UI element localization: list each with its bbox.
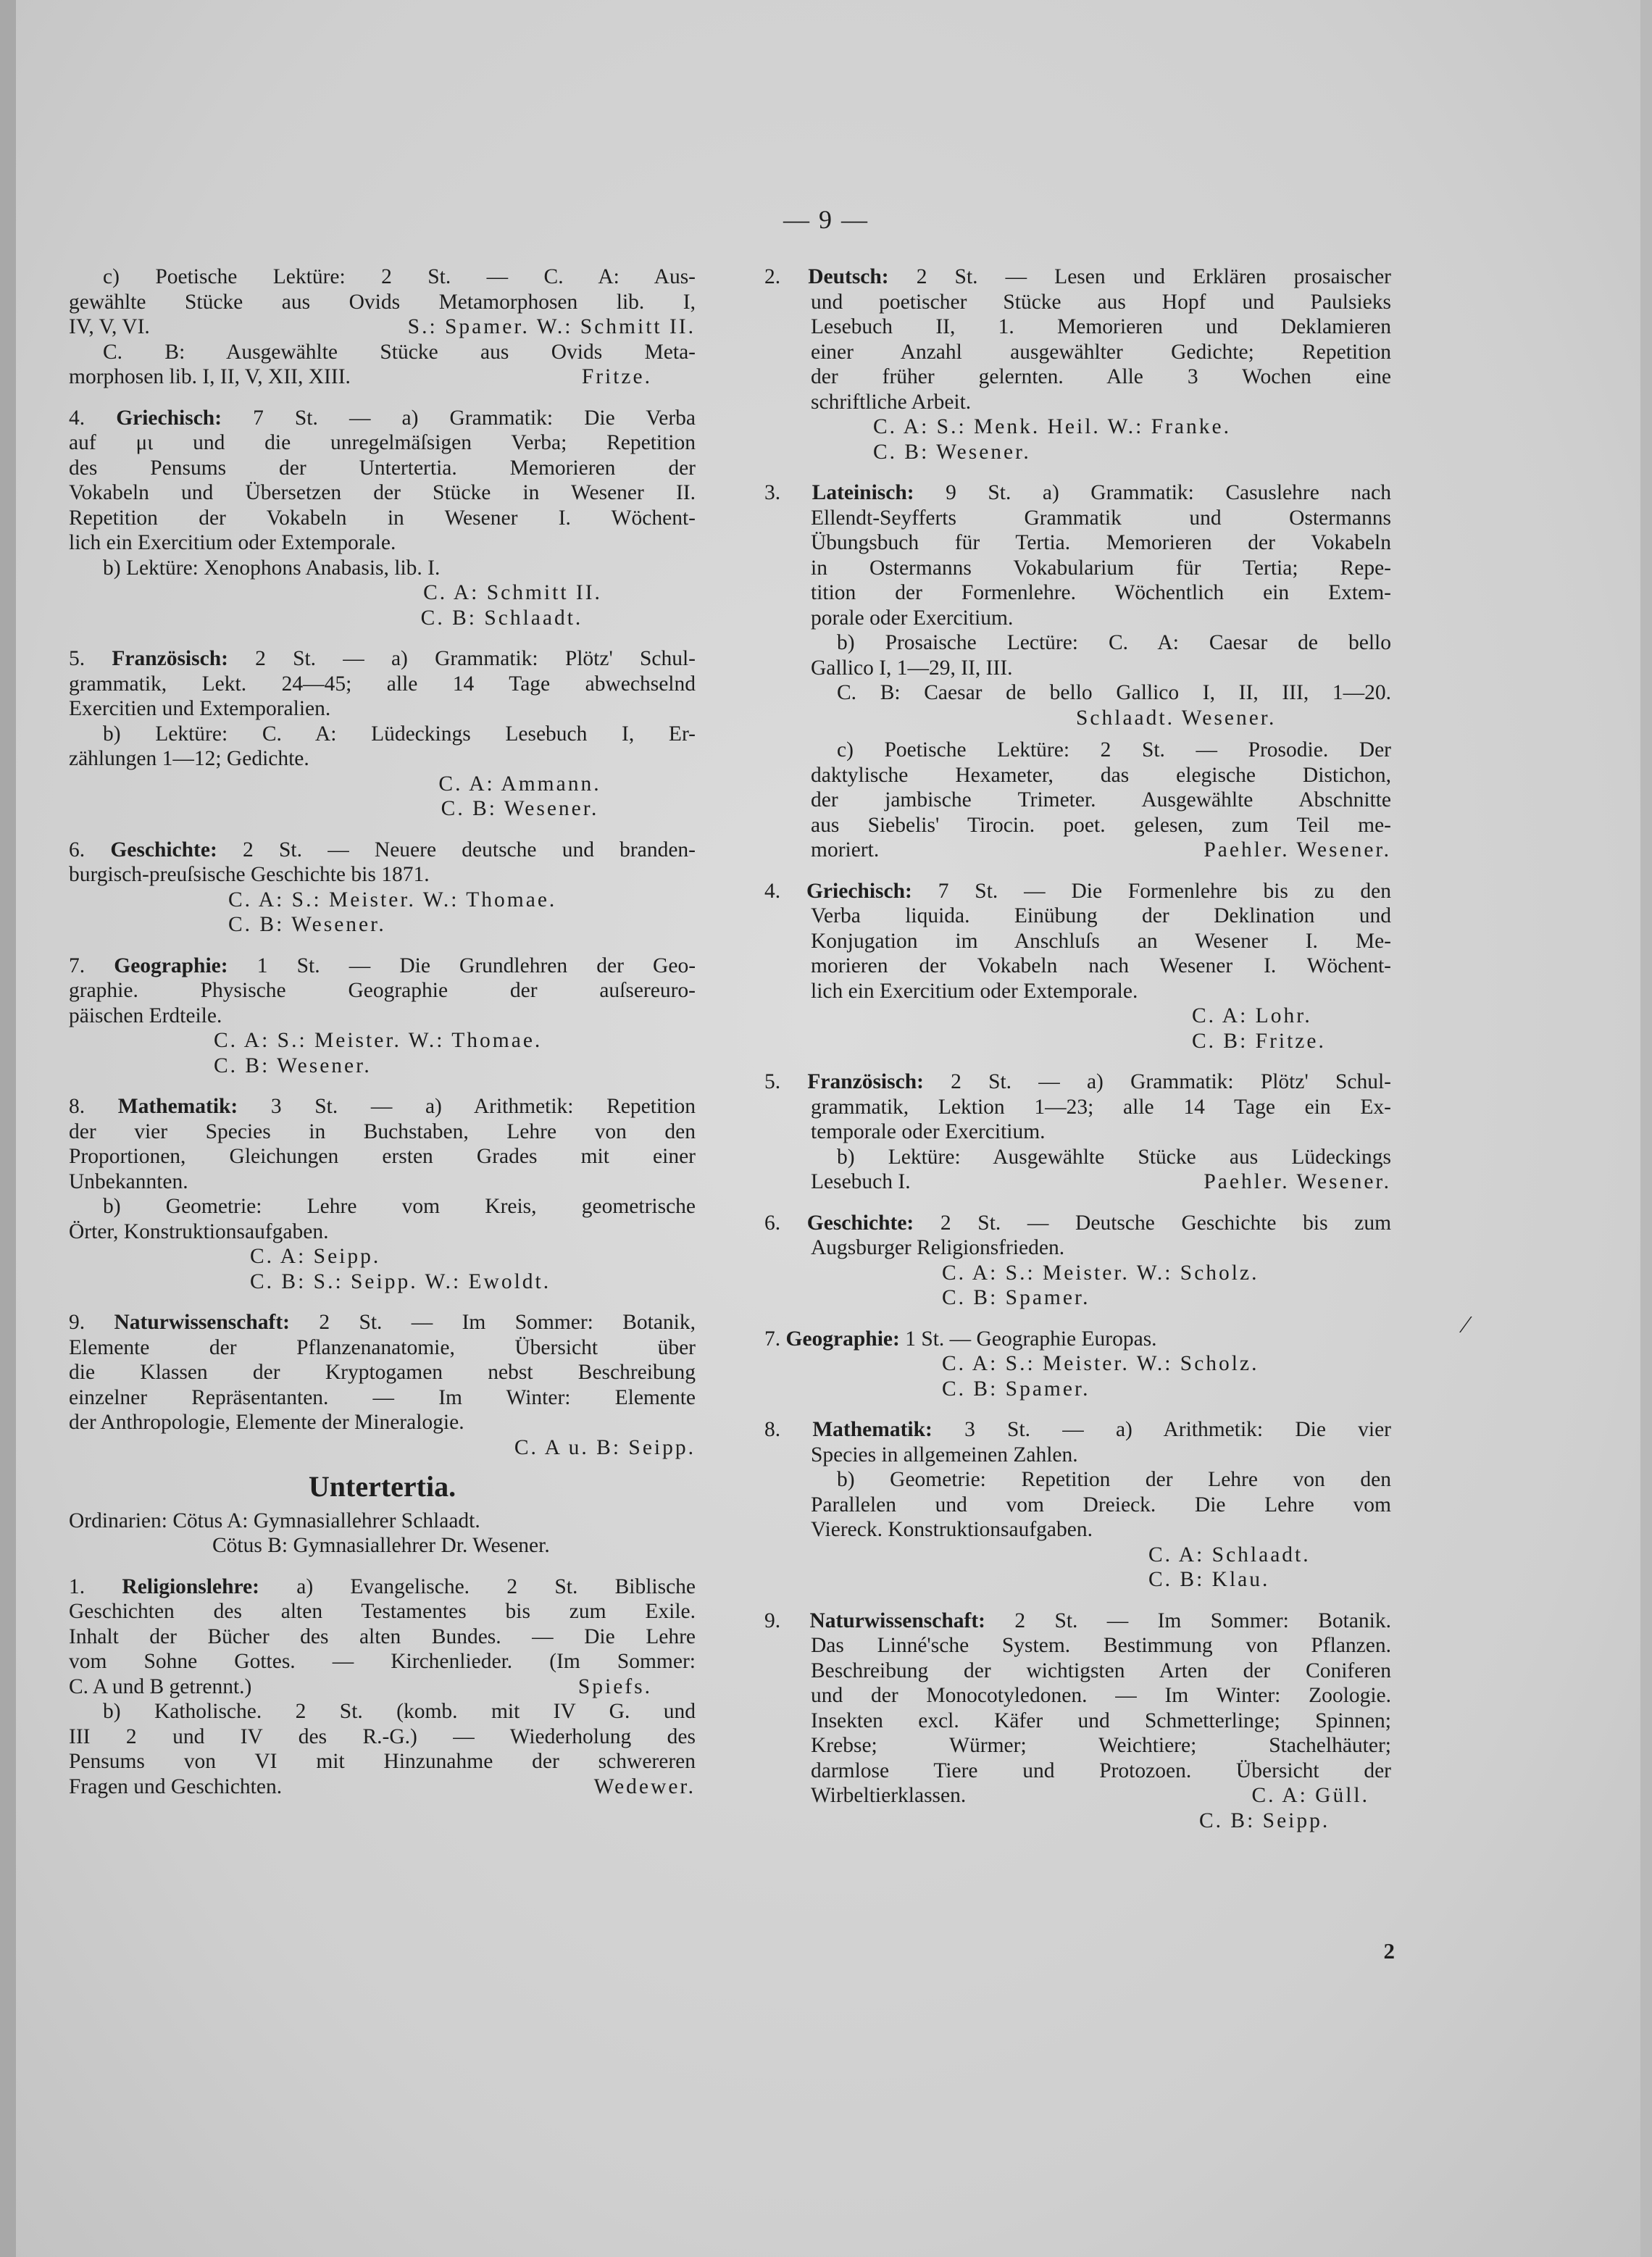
teacher-line: C. A: Lohr.	[1192, 1004, 1312, 1027]
text-line: die Klassen der Kryptogamen nebst Beschreibung	[69, 1361, 696, 1384]
section-heading: Naturwissenschaft:	[114, 1311, 291, 1334]
page-edge-right	[1640, 0, 1652, 2257]
left-column	[69, 264, 696, 1799]
text-line: tition der Formenlehre. Wöchentlich ein Extem-	[811, 581, 1391, 604]
text-line	[69, 314, 696, 340]
section-deutsch	[764, 264, 1391, 464]
text-fragment: C. A und B getrennt.)	[69, 1674, 252, 1698]
teacher-line: Schlaadt. Wesener.	[1076, 706, 1277, 730]
section-number: 7.	[69, 954, 85, 977]
text-line	[69, 954, 696, 979]
section-franzoesisch	[69, 646, 696, 822]
section-number: 1.	[69, 1574, 85, 1598]
teacher-names: Paehler. Wesener.	[1203, 1170, 1391, 1193]
teacher-line: C. B: Schlaadt.	[420, 606, 583, 630]
text-line: Übungsbuch für Tertia. Memorieren der Vokabeln	[811, 531, 1391, 554]
teacher-line: C. B: Wesener.	[441, 797, 599, 820]
text-line: Beschreibung der wichtigsten Arten der Coniferen	[811, 1659, 1391, 1682]
text-line	[764, 879, 1391, 904]
text-line	[764, 264, 1391, 290]
text-line	[764, 1609, 1391, 1634]
text-fragment: 2 St. — Im Sommer: Botanik,	[319, 1311, 696, 1334]
section-heading: Naturwissenschaft:	[809, 1609, 986, 1632]
text-line	[764, 480, 1391, 506]
text-fragment: 3 St. — a) Arithmetik: Die vier	[964, 1418, 1391, 1441]
text-line: lich ein Exercitium oder Extemporale.	[69, 531, 396, 554]
text-line	[764, 1211, 1391, 1236]
text-line: morieren der Vokabeln nach Wesener I. Wöchent-	[811, 954, 1391, 977]
text-line: Gallico I, 1—29, II, III.	[811, 656, 1013, 680]
text-fragment: 2 St. — Im Sommer: Botanik.	[1014, 1609, 1392, 1632]
section-title-untertertia: Untertertia.	[308, 1470, 456, 1503]
section-heading: Mathematik:	[117, 1095, 238, 1118]
text-fragment: 7 St. — a) Grammatik: Die Verba	[253, 406, 696, 430]
teacher-line: C. A: S.: Meister. W.: Thomae.	[214, 1029, 543, 1052]
section-heading: Griechisch:	[806, 879, 912, 903]
text-fragment: 2 St. — Deutsche Geschichte bis zum	[940, 1211, 1392, 1235]
text-line: des Pensums der Untertertia. Memorieren der	[69, 456, 696, 480]
text-fragment: 2 St. — a) Grammatik: Plötz' Schul-	[255, 647, 696, 670]
teacher-names: S.: Spamer. W.: Schmitt II.	[407, 315, 696, 338]
text-line: Proportionen, Gleichungen ersten Grades mit einer	[69, 1145, 696, 1168]
section-heading: Geographie:	[114, 954, 228, 977]
text-line: Krebse; Würmer; Weichtiere; Stachelhäuter;	[811, 1734, 1391, 1757]
text-line	[69, 406, 696, 431]
text-line: gewählte Stücke aus Ovids Metamorphosen lib. I,	[69, 290, 696, 314]
text-fragment: a) Evangelische. 2 St. Biblische	[296, 1574, 696, 1598]
text-fragment: moriert.	[811, 838, 880, 862]
text-line: Insekten excl. Käfer und Schmetterlinge; Spinnen;	[811, 1709, 1391, 1732]
section-heading: Lateinisch:	[812, 481, 914, 504]
text-line: schriftliche Arbeit.	[811, 390, 972, 414]
text-line	[764, 1169, 1391, 1195]
section-geschichte-ut	[764, 1211, 1391, 1311]
text-line: einzelner Repräsentanten. — Im Winter: Elemente	[69, 1385, 696, 1409]
section-heading: Geschichte:	[806, 1211, 914, 1235]
text-line: graphie. Physische Geographie der auſsereuro-	[69, 979, 696, 1002]
text-line: Inhalt der Bücher des alten Bundes. — Die Lehre	[69, 1624, 696, 1648]
text-line: und poetischer Stücke aus Hopf und Paulsieks	[811, 290, 1391, 314]
text-line: Geschichten des alten Testamentes bis zum Exile.	[69, 1600, 696, 1623]
ordinarien-label: Ordinarien:	[69, 1509, 167, 1532]
section-number: 9.	[764, 1609, 781, 1632]
section-heading: Mathematik:	[812, 1418, 933, 1441]
text-line: Örter, Konstruktionsaufgaben.	[69, 1219, 329, 1243]
text-line: Das Linné'sche System. Bestimmung von Pflanzen.	[811, 1634, 1391, 1657]
text-line: Parallelen und vom Dreieck. Die Lehre vom	[811, 1493, 1391, 1517]
text-fragment: morphosen lib. I, II, V, XII, XIII.	[69, 365, 351, 388]
text-line: Ellendt-Seyfferts Grammatik und Ostermanns	[811, 506, 1391, 530]
section-heading: Geographie:	[785, 1327, 900, 1351]
section-number: 4.	[69, 406, 85, 430]
text-fragment: IV, V, VI.	[69, 315, 150, 338]
section-geographie-ut	[764, 1327, 1391, 1402]
section-geographie	[69, 954, 696, 1079]
section-number: 5.	[764, 1070, 781, 1093]
teacher-line: C. A: S.: Menk. Heil. W.: Franke.	[873, 415, 1231, 438]
section-lateinisch	[764, 480, 1391, 863]
text-fragment: 2 St. — Neuere deutsche und branden-	[243, 838, 696, 862]
text-line: b) Prosaische Lectüre: C. A: Caesar de bello	[837, 631, 1391, 654]
text-line: in Ostermanns Vokabularium für Tertia; Repe-	[811, 556, 1391, 580]
teacher-line: C. A: S.: Meister. W.: Scholz.	[942, 1352, 1259, 1375]
text-line	[764, 1327, 1391, 1352]
teacher-line: C. B: Seipp.	[1199, 1808, 1330, 1832]
section-number: 6.	[764, 1211, 781, 1235]
text-line: Pensums von VI mit Hinzunahme der schwereren	[69, 1750, 696, 1773]
right-column	[764, 264, 1391, 1833]
text-fragment: 3 St. — a) Arithmetik: Repetition	[270, 1095, 696, 1118]
text-line: der Anthropologie, Elemente der Mineralogie.	[69, 1411, 464, 1434]
ordinarien-line	[69, 1509, 696, 1534]
text-line	[69, 1310, 696, 1335]
section-griechisch-ut	[764, 879, 1391, 1054]
text-line: Repetition der Vokabeln in Wesener I. Wöchent-	[69, 506, 696, 530]
text-fragment: Lesebuch I.	[811, 1170, 911, 1193]
teacher-line: C. A: Ammann.	[438, 772, 601, 796]
text-line: aus Siebelis' Tirocin. poet. gelesen, zum Teil me-	[811, 813, 1391, 837]
ordinarien	[69, 1509, 696, 1559]
teacher-line: C. B: Klau.	[1148, 1568, 1270, 1591]
section-mathematik-ut	[764, 1417, 1391, 1593]
text-line: lich ein Exercitium oder Extemporale.	[811, 979, 1138, 1003]
text-line: auf μι und die unregelmäſsigen Verba; Repetition	[69, 431, 696, 454]
text-line: Augsburger Religionsfrieden.	[811, 1236, 1065, 1259]
text-line: b) Geometrie: Repetition der Lehre von den	[837, 1468, 1391, 1491]
teacher-name: Wedewer.	[593, 1774, 696, 1798]
text-line: temporale oder Exercitium.	[811, 1120, 1046, 1143]
section-mathematik	[69, 1094, 696, 1294]
text-fragment: Wirbeltierklassen.	[811, 1784, 967, 1807]
text-line: Viereck. Konstruktionsaufgaben.	[811, 1518, 1093, 1541]
text-line: c) Poetische Lektüre: 2 St. — C. A: Aus-	[103, 265, 696, 288]
teacher-line: C. A u. B: Seipp.	[514, 1435, 696, 1459]
text-fragment: 1 St. — Geographie Europas.	[905, 1327, 1157, 1351]
text-line: der jambische Trimeter. Ausgewählte Abschnitte	[811, 788, 1391, 812]
text-fragment: 1 St. — Die Grundlehren der Geo-	[256, 954, 696, 977]
teacher-line: C. A: Seipp.	[250, 1245, 381, 1268]
section-heading: Französisch:	[112, 647, 228, 670]
signature-mark: 2	[1383, 1938, 1395, 1964]
teacher-line: C. A: Schmitt II.	[423, 581, 602, 604]
text-line: päischen Erdteile.	[69, 1004, 222, 1027]
text-line: b) Lektüre: C. A: Lüdeckings Lesebuch I, Er-	[103, 722, 696, 746]
text-line: C. B: Ausgewählte Stücke aus Ovids Meta-	[103, 340, 696, 364]
section-number: 3.	[764, 481, 781, 504]
text-line: grammatik, Lektion 1—23; alle 14 Tage ein Ex-	[811, 1095, 1391, 1119]
text-line: b) Geometrie: Lehre vom Kreis, geometrische	[103, 1195, 696, 1218]
section-religionslehre	[69, 1574, 696, 1800]
text-line: c) Poetische Lektüre: 2 St. — Prosodie. Der	[837, 738, 1391, 762]
section-heading: Französisch:	[807, 1070, 924, 1093]
text-line	[69, 1094, 696, 1119]
ordinarien-entry: Cötus A: Gymnasiallehrer Schlaadt.	[172, 1509, 480, 1532]
text-fragment: 2 St. — a) Grammatik: Plötz' Schul-	[951, 1070, 1391, 1093]
text-line: zählungen 1—12; Gedichte.	[69, 747, 309, 770]
text-line: und der Monocotyledonen. — Im Winter: Zoologie.	[811, 1684, 1391, 1707]
section-griechisch	[69, 406, 696, 631]
text-line: einer Anzahl ausgewählter Gedichte; Repetition	[811, 340, 1391, 364]
section-number: 6.	[69, 838, 85, 862]
teacher-line: C. A: S.: Meister. W.: Scholz.	[942, 1261, 1259, 1285]
text-line	[764, 838, 1391, 863]
section-franzoesisch-ut	[764, 1069, 1391, 1195]
section-number: 7.	[764, 1327, 781, 1351]
text-line: Lesebuch II, 1. Memorieren und Deklamieren	[811, 315, 1391, 338]
text-line	[69, 1574, 696, 1600]
text-line	[69, 1774, 696, 1800]
text-line	[69, 364, 696, 390]
text-fragment: Fragen und Geschichten.	[69, 1774, 283, 1798]
section-number: 8.	[69, 1095, 85, 1118]
text-line	[69, 1674, 696, 1700]
section-number: 5.	[69, 647, 85, 670]
section-heading: Geschichte:	[110, 838, 217, 862]
section-geschichte	[69, 838, 696, 938]
teacher-name: Fritze.	[581, 365, 652, 388]
teacher-line: C. B: Wesener.	[214, 1054, 372, 1077]
text-line	[764, 1417, 1391, 1443]
teacher-name: Spiefs.	[577, 1674, 652, 1698]
section-number: 8.	[764, 1418, 781, 1441]
text-line: der vier Species in Buchstaben, Lehre von den	[69, 1119, 696, 1143]
section-number: 4.	[764, 879, 781, 903]
teacher-line: C. B: S.: Seipp. W.: Ewoldt.	[250, 1269, 551, 1293]
section-poetische-lektuere	[69, 264, 696, 390]
text-line: burgisch-preuſsische Geschichte bis 1871.	[69, 863, 430, 886]
page-edge-left	[0, 0, 16, 2257]
teacher-line: C. B: Spamer.	[942, 1377, 1090, 1401]
text-line: Unbekannten.	[69, 1169, 188, 1193]
section-heading: Deutsch:	[808, 265, 889, 288]
teacher-line: C. A: Schlaadt.	[1148, 1543, 1311, 1566]
page-number: — 9 —	[783, 205, 869, 234]
section-heading: Religionslehre:	[122, 1574, 259, 1598]
text-fragment: 9 St. a) Grammatik: Casuslehre nach	[946, 481, 1391, 504]
teacher-names: Paehler. Wesener.	[1203, 838, 1391, 862]
text-line: porale oder Exercitium.	[811, 606, 1014, 630]
text-line: Vokabeln und Übersetzen der Stücke in Wesener II.	[69, 481, 696, 504]
section-number: 9.	[69, 1311, 85, 1334]
teacher-line: C. B: Wesener.	[873, 440, 1031, 464]
text-fragment: 7 St. — Die Formenlehre bis zu den	[938, 879, 1392, 903]
text-line	[69, 646, 696, 672]
text-line: vom Sohne Gottes. — Kirchenlieder. (Im Sommer:	[69, 1650, 696, 1673]
teacher-line: C. B: Spamer.	[942, 1286, 1090, 1309]
margin-mark: ⁄	[1464, 1311, 1468, 1338]
teacher-line: C. B: Wesener.	[228, 913, 386, 936]
section-naturwissenschaft-ut	[764, 1609, 1391, 1834]
teacher-line: C. A: S.: Meister. W.: Thomae.	[228, 888, 557, 911]
teacher-line: C. B: Fritze.	[1192, 1029, 1326, 1053]
text-line: III 2 und IV des R.-G.) — Wiederholung des	[69, 1724, 696, 1748]
text-line: b) Katholische. 2 St. (komb. mit IV G. und	[103, 1700, 696, 1723]
text-line: Species in allgemeinen Zahlen.	[811, 1443, 1078, 1467]
text-line	[69, 838, 696, 863]
text-line: grammatik, Lekt. 24—45; alle 14 Tage abwechselnd	[69, 672, 696, 696]
text-line: C. B: Caesar de bello Gallico I, II, III, 1—20.	[837, 681, 1391, 704]
text-line: b) Lektüre: Xenophons Anabasis, lib. I.	[103, 556, 441, 580]
text-line: daktylische Hexameter, das elegische Distichon,	[811, 763, 1391, 787]
section-naturwissenschaft	[69, 1310, 696, 1460]
text-line: der früher gelernten. Alle 3 Wochen eine	[811, 365, 1391, 388]
section-number: 2.	[764, 265, 781, 288]
text-line	[764, 1069, 1391, 1095]
section-heading: Griechisch:	[116, 406, 222, 430]
text-fragment: 2 St. — Lesen und Erklären prosaischer	[916, 265, 1391, 288]
teacher-line: C. A: Güll.	[1251, 1784, 1369, 1807]
ordinarien-entry: Cötus B: Gymnasiallehrer Dr. Wesener.	[212, 1534, 550, 1557]
text-line: darmlose Tiere und Protozoen. Übersicht der	[811, 1759, 1391, 1782]
text-line	[764, 1783, 1391, 1808]
text-line: Elemente der Pflanzenanatomie, Übersicht über	[69, 1335, 696, 1359]
text-line: b) Lektüre: Ausgewählte Stücke aus Lüdeckings	[837, 1145, 1391, 1169]
text-line: Konjugation im Anschluſs an Wesener I. Me-	[811, 929, 1391, 953]
text-line: Exercitien und Extemporalien.	[69, 697, 331, 720]
text-line: Verba liquida. Einübung der Deklination und	[811, 904, 1391, 927]
